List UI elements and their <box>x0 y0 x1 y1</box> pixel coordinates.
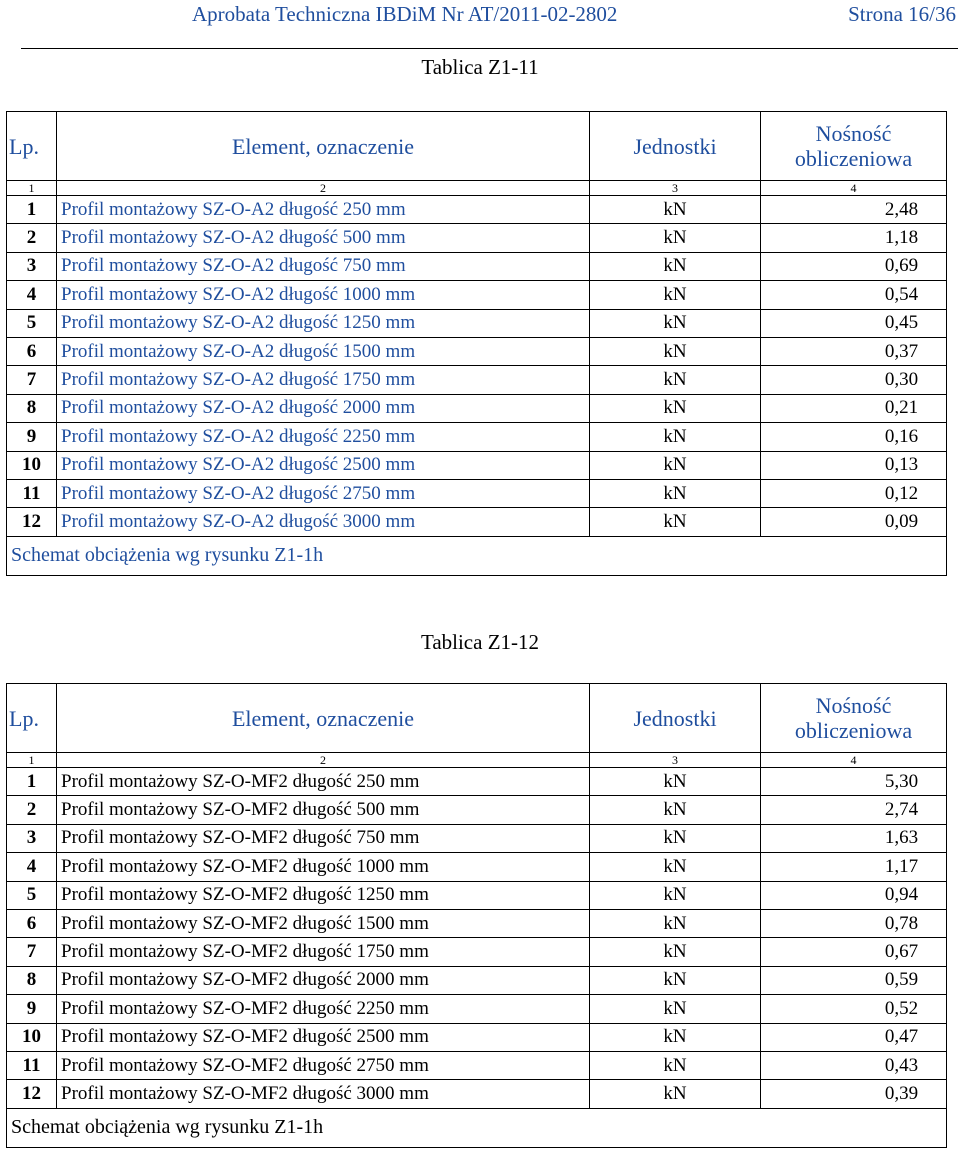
row-unit: kN <box>590 309 761 337</box>
row-value-text: 0,78 <box>884 912 919 934</box>
row-value <box>761 938 947 966</box>
row-value <box>761 451 947 479</box>
header-lp: Lp. <box>7 112 57 181</box>
row-unit: kN <box>590 966 761 994</box>
row-lp: 3 <box>7 252 57 280</box>
row-value-text: 1,17 <box>884 855 919 877</box>
header-value-line1: Nośność <box>815 121 892 146</box>
table-row <box>7 938 947 966</box>
row-unit: kN <box>590 909 761 937</box>
row-element: Profil montażowy SZ-O-MF2 długość 750 mm <box>57 824 590 852</box>
table-header-row <box>7 112 947 181</box>
row-element: Profil montażowy SZ-O-A2 długość 1750 mm <box>57 366 590 394</box>
table-row <box>7 479 947 507</box>
row-unit: kN <box>590 508 761 536</box>
column-number: 4 <box>761 753 947 768</box>
column-number-row <box>7 753 947 768</box>
row-value <box>761 1080 947 1108</box>
column-number: 2 <box>57 753 590 768</box>
table-row <box>7 966 947 994</box>
header-rule <box>21 48 958 49</box>
row-lp: 4 <box>7 853 57 881</box>
row-value <box>761 309 947 337</box>
row-unit: kN <box>590 938 761 966</box>
row-unit: kN <box>590 995 761 1023</box>
row-element: Profil montażowy SZ-O-A2 długość 3000 mm <box>57 508 590 536</box>
row-element: Profil montażowy SZ-O-MF2 długość 500 mm <box>57 796 590 824</box>
header-unit: Jednostki <box>590 112 761 181</box>
row-value <box>761 1051 947 1079</box>
row-lp: 3 <box>7 824 57 852</box>
row-unit: kN <box>590 423 761 451</box>
row-value-text: 0,30 <box>884 369 919 391</box>
row-value-text: 0,52 <box>884 997 919 1019</box>
row-lp: 11 <box>7 1051 57 1079</box>
header-element: Element, oznaczenie <box>57 112 590 181</box>
row-lp: 12 <box>7 508 57 536</box>
column-number: 1 <box>7 753 57 768</box>
row-lp: 7 <box>7 366 57 394</box>
table-row <box>7 309 947 337</box>
table-row <box>7 224 947 252</box>
table-row <box>7 824 947 852</box>
row-unit: kN <box>590 224 761 252</box>
row-lp: 9 <box>7 423 57 451</box>
table-row <box>7 1023 947 1051</box>
table-row <box>7 881 947 909</box>
row-value <box>761 508 947 536</box>
row-value <box>761 995 947 1023</box>
row-lp: 1 <box>7 196 57 224</box>
column-number: 2 <box>57 181 590 196</box>
table-row <box>7 281 947 309</box>
row-element: Profil montażowy SZ-O-MF2 długość 3000 mm <box>57 1080 590 1108</box>
table-row <box>7 995 947 1023</box>
column-number: 1 <box>7 181 57 196</box>
row-value-text: 0,21 <box>884 397 919 419</box>
row-value <box>761 423 947 451</box>
table-row <box>7 909 947 937</box>
row-value-text: 0,47 <box>884 1026 919 1048</box>
row-element: Profil montażowy SZ-O-MF2 długość 2000 mm <box>57 966 590 994</box>
header-element: Element, oznaczenie <box>57 684 590 753</box>
row-unit: kN <box>590 1080 761 1108</box>
row-element: Profil montażowy SZ-O-MF2 długość 250 mm <box>57 768 590 796</box>
row-unit: kN <box>590 281 761 309</box>
row-lp: 10 <box>7 451 57 479</box>
row-value-text: 1,18 <box>884 227 919 249</box>
row-value <box>761 768 947 796</box>
row-lp: 8 <box>7 394 57 422</box>
table-row <box>7 796 947 824</box>
row-unit: kN <box>590 366 761 394</box>
row-value <box>761 853 947 881</box>
row-unit: kN <box>590 196 761 224</box>
row-unit: kN <box>590 1051 761 1079</box>
row-element: Profil montażowy SZ-O-A2 długość 1500 mm <box>57 337 590 365</box>
row-value-text: 0,69 <box>884 255 919 277</box>
row-element: Profil montażowy SZ-O-A2 długość 2750 mm <box>57 479 590 507</box>
row-value-text: 0,13 <box>884 454 919 476</box>
row-value <box>761 224 947 252</box>
row-lp: 4 <box>7 281 57 309</box>
row-unit: kN <box>590 252 761 280</box>
row-unit: kN <box>590 479 761 507</box>
load-table-z1-11 <box>6 111 947 576</box>
row-value-text: 0,54 <box>884 283 919 305</box>
row-value-text: 2,48 <box>884 198 919 220</box>
row-lp: 2 <box>7 224 57 252</box>
header-unit: Jednostki <box>590 684 761 753</box>
row-value-text: 5,30 <box>884 770 919 792</box>
row-unit: kN <box>590 824 761 852</box>
table-row <box>7 252 947 280</box>
row-unit: kN <box>590 394 761 422</box>
column-number-row <box>7 181 947 196</box>
row-unit: kN <box>590 768 761 796</box>
page-header <box>0 0 960 52</box>
table-row <box>7 337 947 365</box>
row-unit: kN <box>590 1023 761 1051</box>
row-element: Profil montażowy SZ-O-A2 długość 1250 mm <box>57 309 590 337</box>
row-lp: 12 <box>7 1080 57 1108</box>
header-value-line2: obliczeniowa <box>794 718 913 743</box>
table-row <box>7 508 947 536</box>
row-value <box>761 337 947 365</box>
row-value <box>761 824 947 852</box>
row-element: Profil montażowy SZ-O-A2 długość 250 mm <box>57 196 590 224</box>
table-row <box>7 853 947 881</box>
row-unit: kN <box>590 881 761 909</box>
row-value <box>761 394 947 422</box>
row-value <box>761 1023 947 1051</box>
row-lp: 9 <box>7 995 57 1023</box>
row-element: Profil montażowy SZ-O-A2 długość 500 mm <box>57 224 590 252</box>
row-lp: 6 <box>7 909 57 937</box>
header-value <box>761 684 947 753</box>
table-row <box>7 768 947 796</box>
row-value-text: 2,74 <box>884 799 919 821</box>
row-element: Profil montażowy SZ-O-MF2 długość 1750 mm <box>57 938 590 966</box>
row-value-text: 0,16 <box>884 425 919 447</box>
row-element: Profil montażowy SZ-O-A2 długość 2500 mm <box>57 451 590 479</box>
row-element: Profil montażowy SZ-O-MF2 długość 2250 mm <box>57 995 590 1023</box>
row-value <box>761 281 947 309</box>
header-value-line2: obliczeniowa <box>794 146 913 171</box>
table-caption: Tablica Z1-11 <box>421 55 539 79</box>
header-value <box>761 112 947 181</box>
row-value-text: 0,39 <box>884 1082 919 1104</box>
table-note-row <box>7 1108 947 1147</box>
table-row <box>7 1051 947 1079</box>
row-value <box>761 881 947 909</box>
row-element: Profil montażowy SZ-O-MF2 długość 2750 mm <box>57 1051 590 1079</box>
row-lp: 6 <box>7 337 57 365</box>
row-element: Profil montażowy SZ-O-A2 długość 2250 mm <box>57 423 590 451</box>
row-value <box>761 796 947 824</box>
row-unit: kN <box>590 796 761 824</box>
row-element: Profil montażowy SZ-O-MF2 długość 1000 mm <box>57 853 590 881</box>
row-unit: kN <box>590 337 761 365</box>
column-number: 3 <box>590 753 761 768</box>
row-lp: 5 <box>7 881 57 909</box>
row-element: Profil montażowy SZ-O-MF2 długość 1500 mm <box>57 909 590 937</box>
row-value <box>761 366 947 394</box>
row-lp: 1 <box>7 768 57 796</box>
row-lp: 8 <box>7 966 57 994</box>
column-number: 3 <box>590 181 761 196</box>
row-value-text: 0,45 <box>884 312 919 334</box>
row-value-text: 0,37 <box>884 340 919 362</box>
row-value <box>761 966 947 994</box>
row-element: Profil montażowy SZ-O-A2 długość 2000 mm <box>57 394 590 422</box>
row-element: Profil montażowy SZ-O-MF2 długość 1250 mm <box>57 881 590 909</box>
table-note: Schemat obciążenia wg rysunku Z1-1h <box>7 1108 947 1147</box>
row-unit: kN <box>590 451 761 479</box>
row-value-text: 1,63 <box>884 827 919 849</box>
row-value <box>761 909 947 937</box>
row-value-text: 0,43 <box>884 1054 919 1076</box>
row-lp: 7 <box>7 938 57 966</box>
row-element: Profil montażowy SZ-O-MF2 długość 2500 mm <box>57 1023 590 1051</box>
load-table-z1-12 <box>6 683 947 1148</box>
table-row <box>7 196 947 224</box>
row-value-text: 0,12 <box>884 482 919 504</box>
table-row <box>7 1080 947 1108</box>
document-title: Aprobata Techniczna IBDiM Nr AT/2011-02-2802 <box>192 2 618 26</box>
table-header-row <box>7 684 947 753</box>
header-value-line1: Nośność <box>815 693 892 718</box>
row-value <box>761 252 947 280</box>
header-lp: Lp. <box>7 684 57 753</box>
row-value <box>761 479 947 507</box>
table-note: Schemat obciążenia wg rysunku Z1-1h <box>7 536 947 575</box>
row-element: Profil montażowy SZ-O-A2 długość 1000 mm <box>57 281 590 309</box>
row-lp: 10 <box>7 1023 57 1051</box>
table-row <box>7 423 947 451</box>
table-note-row <box>7 536 947 575</box>
row-lp: 2 <box>7 796 57 824</box>
row-value <box>761 196 947 224</box>
row-unit: kN <box>590 853 761 881</box>
table-row <box>7 366 947 394</box>
row-lp: 11 <box>7 479 57 507</box>
column-number: 4 <box>761 181 947 196</box>
row-value-text: 0,67 <box>884 941 919 963</box>
row-value-text: 0,94 <box>884 884 919 906</box>
page-number: Strona 16/36 <box>848 2 956 26</box>
table-caption: Tablica Z1-12 <box>420 630 540 654</box>
row-element: Profil montażowy SZ-O-A2 długość 750 mm <box>57 252 590 280</box>
table-row <box>7 394 947 422</box>
table-row <box>7 451 947 479</box>
row-value-text: 0,09 <box>884 510 919 532</box>
row-value-text: 0,59 <box>884 969 919 991</box>
row-lp: 5 <box>7 309 57 337</box>
